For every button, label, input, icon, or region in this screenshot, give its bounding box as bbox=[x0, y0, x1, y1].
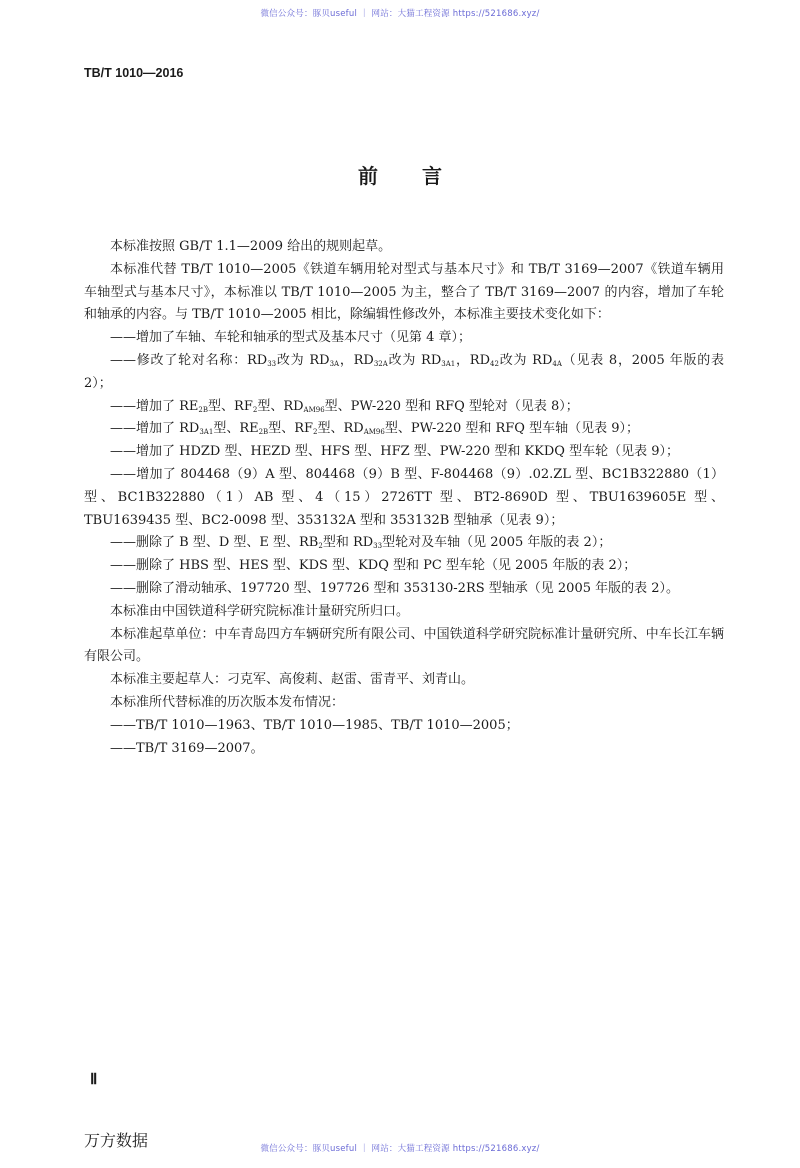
change-item-4: ——增加了 $RD_{3A1}$型、$RE_{2B}$型、$RF_2$型、$RD_{AM96}$型、PW-220 型和 RFQ 型车轴（见表 9）； bbox=[110, 421, 639, 437]
history-item-2: ——TB/T 3169—2007。 bbox=[110, 740, 264, 756]
paragraph-drafting-rules: 本标准按照 GB/T 1.1—2009 给出的规则起草。 bbox=[110, 239, 392, 254]
change-item-2: ——修改了轮对名称：$RD_{33}$改为 $RD_{3A}$，$RD_{32A}$改为 $RD_{3A1}$，$RD_{42}$改为 $RD_{4A}$（见表 8，2005 年版的表 2）； bbox=[84, 352, 725, 391]
foreword-body bbox=[84, 236, 724, 760]
paragraph-drafting-units: 本标准起草单位：中车青岛四方车辆研究所有限公司、中国铁道科学研究院标准计量研究所、中车长江车辆有限公司。 bbox=[84, 626, 724, 665]
paragraph-drafters: 本标准主要起草人：刁克军、高俊莉、赵雷、雷青平、刘青山。 bbox=[110, 672, 475, 688]
watermark-top: 微信公众号：豚贝useful ｜ 网站：大猫工程资源 https://521686.xyz/ bbox=[260, 9, 540, 19]
change-item-1: ——增加了车轴、车轮和轴承的型式及基本尺寸（见第 4 章）； bbox=[110, 330, 472, 346]
wanfang-brand: 万方数据 bbox=[84, 1131, 149, 1150]
change-item-5: ——增加了 HDZD 型、HEZD 型、HFS 型、HFZ 型、PW-220 型和 KKDQ 型车轮（见表 9）； bbox=[110, 444, 679, 460]
page-number: Ⅱ bbox=[90, 1072, 98, 1088]
paragraph-proposer: 本标准由中国铁道科学研究院标准计量研究所归口。 bbox=[110, 603, 410, 619]
change-item-7: ——删除了 B 型、D 型、E 型、$RB_2$型和 $RD_{33}$型轮对及车轴（见 2005 年版的表 2）； bbox=[110, 535, 612, 551]
change-item-6: ——增加了 804468（9）A 型、804468（9）B 型、F-804468（9）.02.ZL 型、BC1B322880（1）型、BC1B322880（1）AB 型、4（15）2726TT 型、BT2-8690D 型、TBU1639605E 型、TBU1639435 型、BC2-0098 型、353132A 型和 353132B 型轴承（见表 9）； bbox=[84, 466, 724, 528]
watermark-bottom: 微信公众号：豚贝useful ｜ 网站：大猫工程资源 https://521686.xyz/ bbox=[260, 1144, 540, 1154]
change-item-9: ——删除了滑动轴承、197720 型、197726 型和 353130-2RS 型轴承（见 2005 年版的表 2）。 bbox=[110, 580, 680, 596]
history-item-1: ——TB/T 1010—1963、TB/T 1010—1985、TB/T 1010—2005； bbox=[110, 717, 519, 733]
page-title: 前言 bbox=[358, 164, 486, 188]
standard-code: TB/T 1010—2016 bbox=[84, 66, 184, 80]
change-item-3: ——增加了 $RE_{2B}$型、$RF_2$型、$RD_{AM96}$型、PW-220 型和 RFQ 型轮对（见表 8）； bbox=[110, 398, 579, 414]
paragraph-replacement: 本标准代替 TB/T 1010—2005《铁道车辆用轮对型式与基本尺寸》和 TB/T 3169—2007《铁道车辆用车轴型式与基本尺寸》，本标准以 TB/T 1010—2005 为主，整合了 TB/T 3169—2007 的内容，增加了车轮和轴承的内容。与 TB/T 1010—2005 相比，除编辑性修改外，本标准主要技术变化如下： bbox=[84, 261, 724, 323]
change-item-8: ——删除了 HBS 型、HES 型、KDS 型、KDQ 型和 PC 型车轮（见 2005 年版的表 2）； bbox=[110, 558, 637, 574]
paragraph-history: 本标准所代替标准的历次版本发布情况： bbox=[110, 694, 345, 710]
